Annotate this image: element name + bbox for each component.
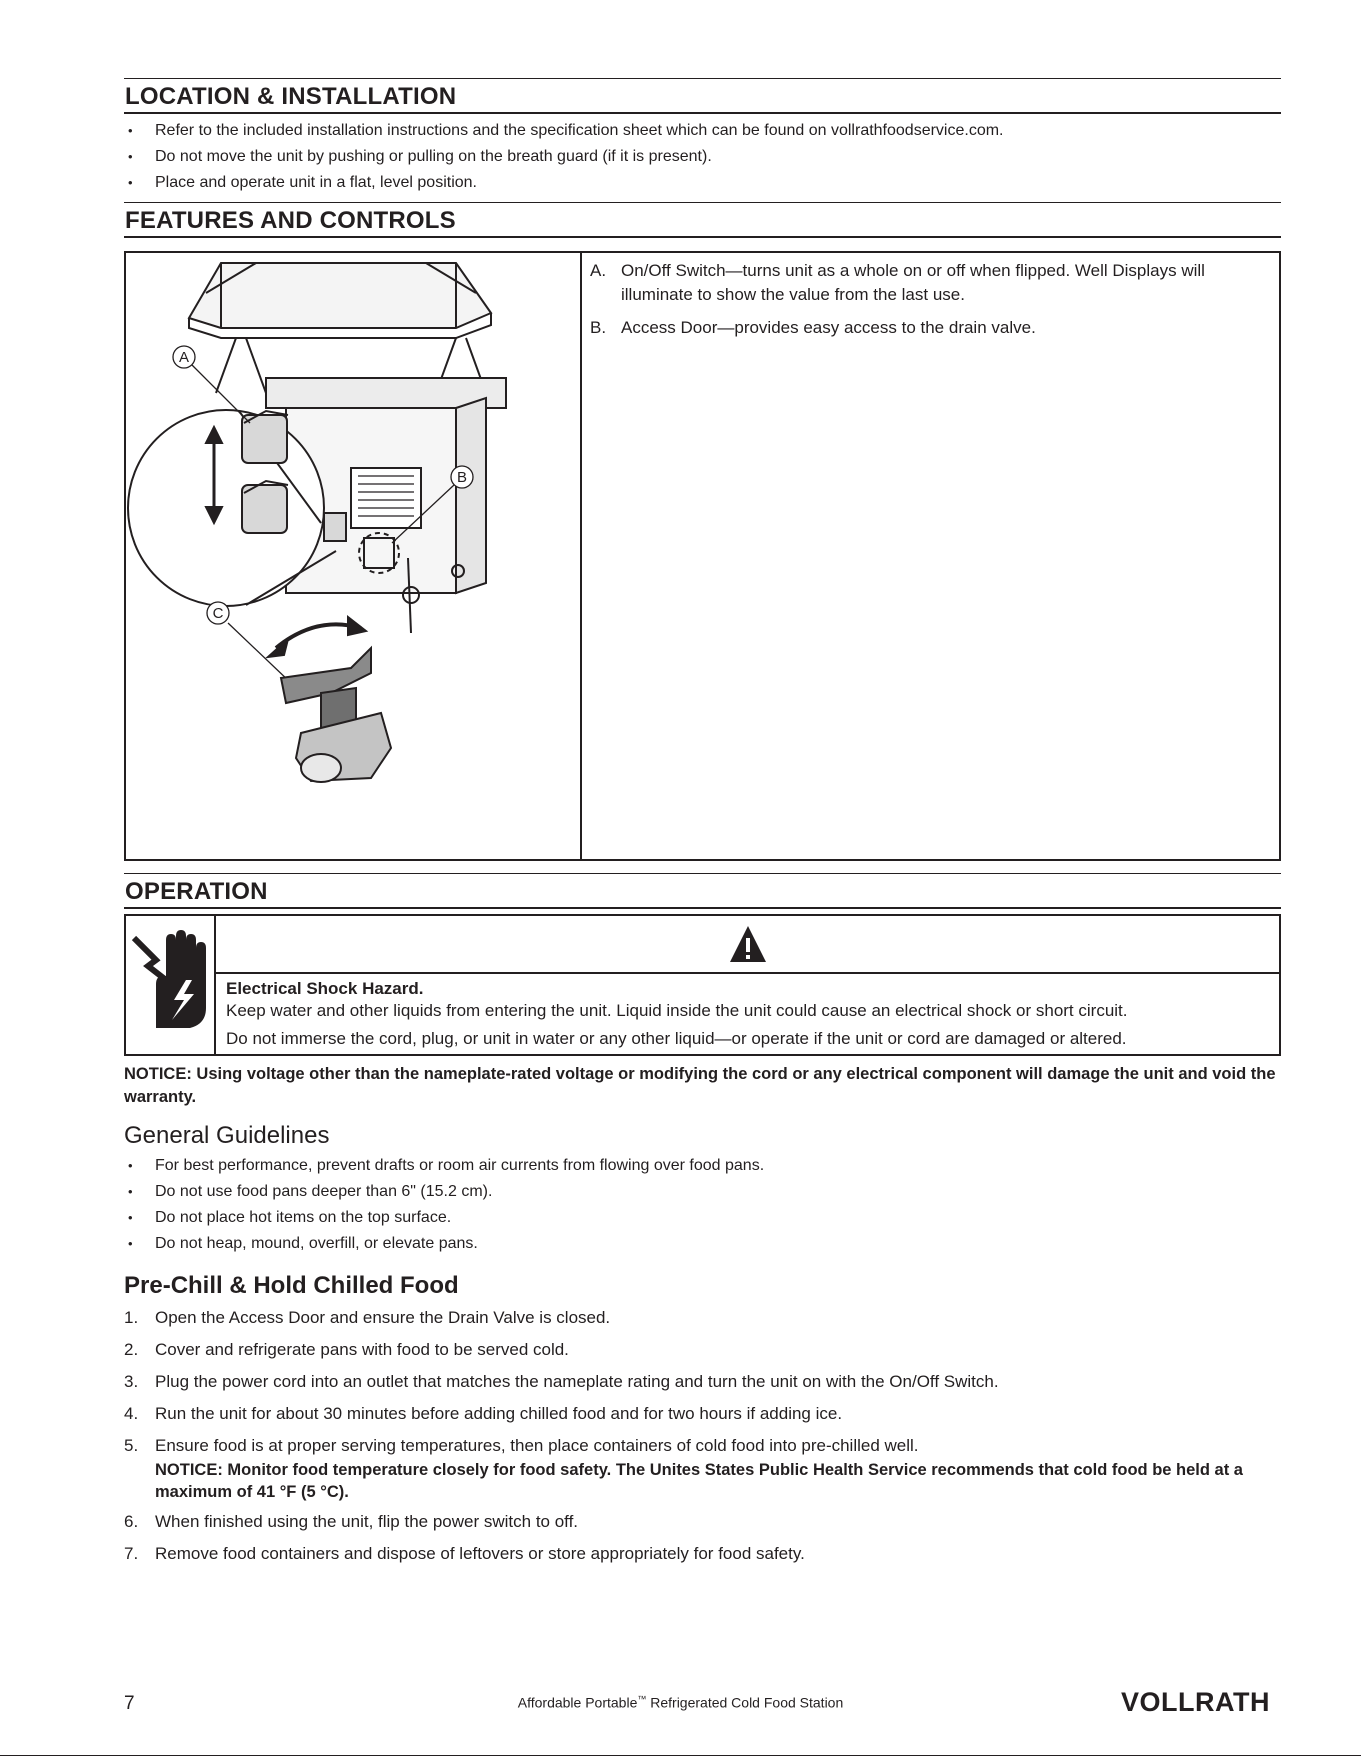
shock-hazard-icon	[126, 916, 214, 1050]
step-item	[124, 1305, 1281, 1331]
step-number: 5.	[124, 1436, 139, 1455]
warning-content	[216, 916, 1279, 1054]
general-guidelines-list	[124, 1153, 1281, 1257]
list-item: • Do not place hot items on the top surface.	[124, 1205, 1281, 1231]
step-number: 6.	[124, 1512, 139, 1531]
feature-letter: B.	[590, 318, 607, 337]
step-text: Remove food containers and dispose of leftovers or store appropriately for food safety.	[155, 1544, 805, 1563]
step-item	[124, 1541, 1281, 1567]
food-safety-notice: NOTICE: Monitor food temperature closely for food safety. The Unites States Public Health Service recommends that cold food be held at a maximum of 41 °F (5 °C).	[155, 1461, 1243, 1501]
features-descriptions	[582, 253, 1279, 859]
voltage-notice: NOTICE: Using voltage other than the nameplate-rated voltage or modifying the cord or any electrical component will damage the unit and void the warranty.	[124, 1065, 1276, 1106]
callout-c: C	[212, 605, 224, 622]
cold-food-station-diagram	[126, 253, 580, 859]
prechill-heading: Pre-Chill & Hold Chilled Food	[124, 1272, 459, 1299]
location-bullets	[124, 118, 1281, 196]
step-item	[124, 1433, 1281, 1503]
features-box	[124, 251, 1281, 861]
shock-hazard-icon-cell	[126, 916, 216, 1054]
callout-b: B	[456, 469, 468, 486]
feature-letter: A.	[590, 261, 607, 280]
trademark-symbol: ™	[637, 1694, 647, 1704]
feature-item-on-off-switch	[590, 259, 1267, 307]
features-heading: FEATURES AND CONTROLS	[124, 202, 1281, 238]
location-heading: LOCATION & INSTALLATION	[124, 78, 1281, 114]
step-text: When finished using the unit, flip the power switch to off.	[155, 1512, 579, 1531]
step-item	[124, 1337, 1281, 1363]
callout-a: A	[178, 349, 190, 366]
warning-text	[216, 974, 1279, 1051]
electrical-warning-box	[124, 914, 1281, 1056]
step-number: 3.	[124, 1372, 139, 1391]
warning-line: Do not immerse the cord, plug, or unit in water or any other liquid—or operate if the unit or cord are damaged or altered.	[226, 1029, 1127, 1048]
step-number: 4.	[124, 1404, 139, 1423]
warning-title: Electrical Shock Hazard.	[226, 979, 424, 998]
step-text: Run the unit for about 30 minutes before adding chilled food and for two hours if adding ice.	[155, 1404, 843, 1423]
step-number: 1.	[124, 1308, 139, 1327]
footer-title-rest: Refrigerated Cold Food Station	[646, 1694, 844, 1711]
footer-title-text: Affordable Portable	[517, 1694, 638, 1711]
feature-item-access-door	[590, 316, 1267, 340]
step-text: Plug the power cord into an outlet that matches the nameplate rating and turn the unit on with the On/Off Switch.	[155, 1372, 999, 1391]
operation-heading: OPERATION	[124, 873, 1281, 909]
list-item: • Do not move the unit by pushing or pulling on the breath guard (if it is present).	[124, 144, 1281, 170]
vollrath-logo: VOLLRATH	[1121, 1687, 1270, 1717]
list-item: • Place and operate unit in a flat, level position.	[124, 170, 1281, 196]
step-item	[124, 1401, 1281, 1427]
step-item	[124, 1369, 1281, 1395]
warning-symbol-row	[216, 916, 1279, 974]
list-item: • Do not heap, mound, overfill, or elevate pans.	[124, 1231, 1281, 1257]
page-number: 7	[124, 1693, 135, 1714]
list-item: • For best performance, prevent drafts or room air currents from flowing over food pans.	[124, 1153, 1281, 1179]
feature-text: Access Door—provides easy access to the drain valve.	[621, 318, 1036, 337]
warning-triangle-icon	[728, 924, 768, 964]
general-guidelines-heading: General Guidelines	[124, 1122, 330, 1149]
warning-line: Keep water and other liquids from entering the unit. Liquid inside the unit could cause an electrical shock or short circuit.	[226, 1001, 1128, 1020]
bottom-rule	[0, 1755, 1361, 1756]
step-text: Ensure food is at proper serving temperatures, then place containers of cold food into pre-chilled well.	[155, 1436, 919, 1455]
step-text: Open the Access Door and ensure the Drain Valve is closed.	[155, 1308, 611, 1327]
list-item: • Do not use food pans deeper than 6" (15.2 cm).	[124, 1179, 1281, 1205]
features-illustration	[126, 253, 582, 859]
feature-text: On/Off Switch—turns unit as a whole on or off when flipped. Well Displays will illuminate to show the value from the last use.	[621, 261, 1205, 304]
list-item: • Refer to the included installation instructions and the specification sheet which can be found on vollrathfoodservice.com.	[124, 118, 1281, 144]
prechill-steps	[124, 1305, 1281, 1567]
step-number: 7.	[124, 1544, 139, 1563]
manual-page	[124, 78, 1281, 1573]
step-number: 2.	[124, 1340, 139, 1359]
step-text: Cover and refrigerate pans with food to be served cold.	[155, 1340, 569, 1359]
step-item	[124, 1509, 1281, 1535]
